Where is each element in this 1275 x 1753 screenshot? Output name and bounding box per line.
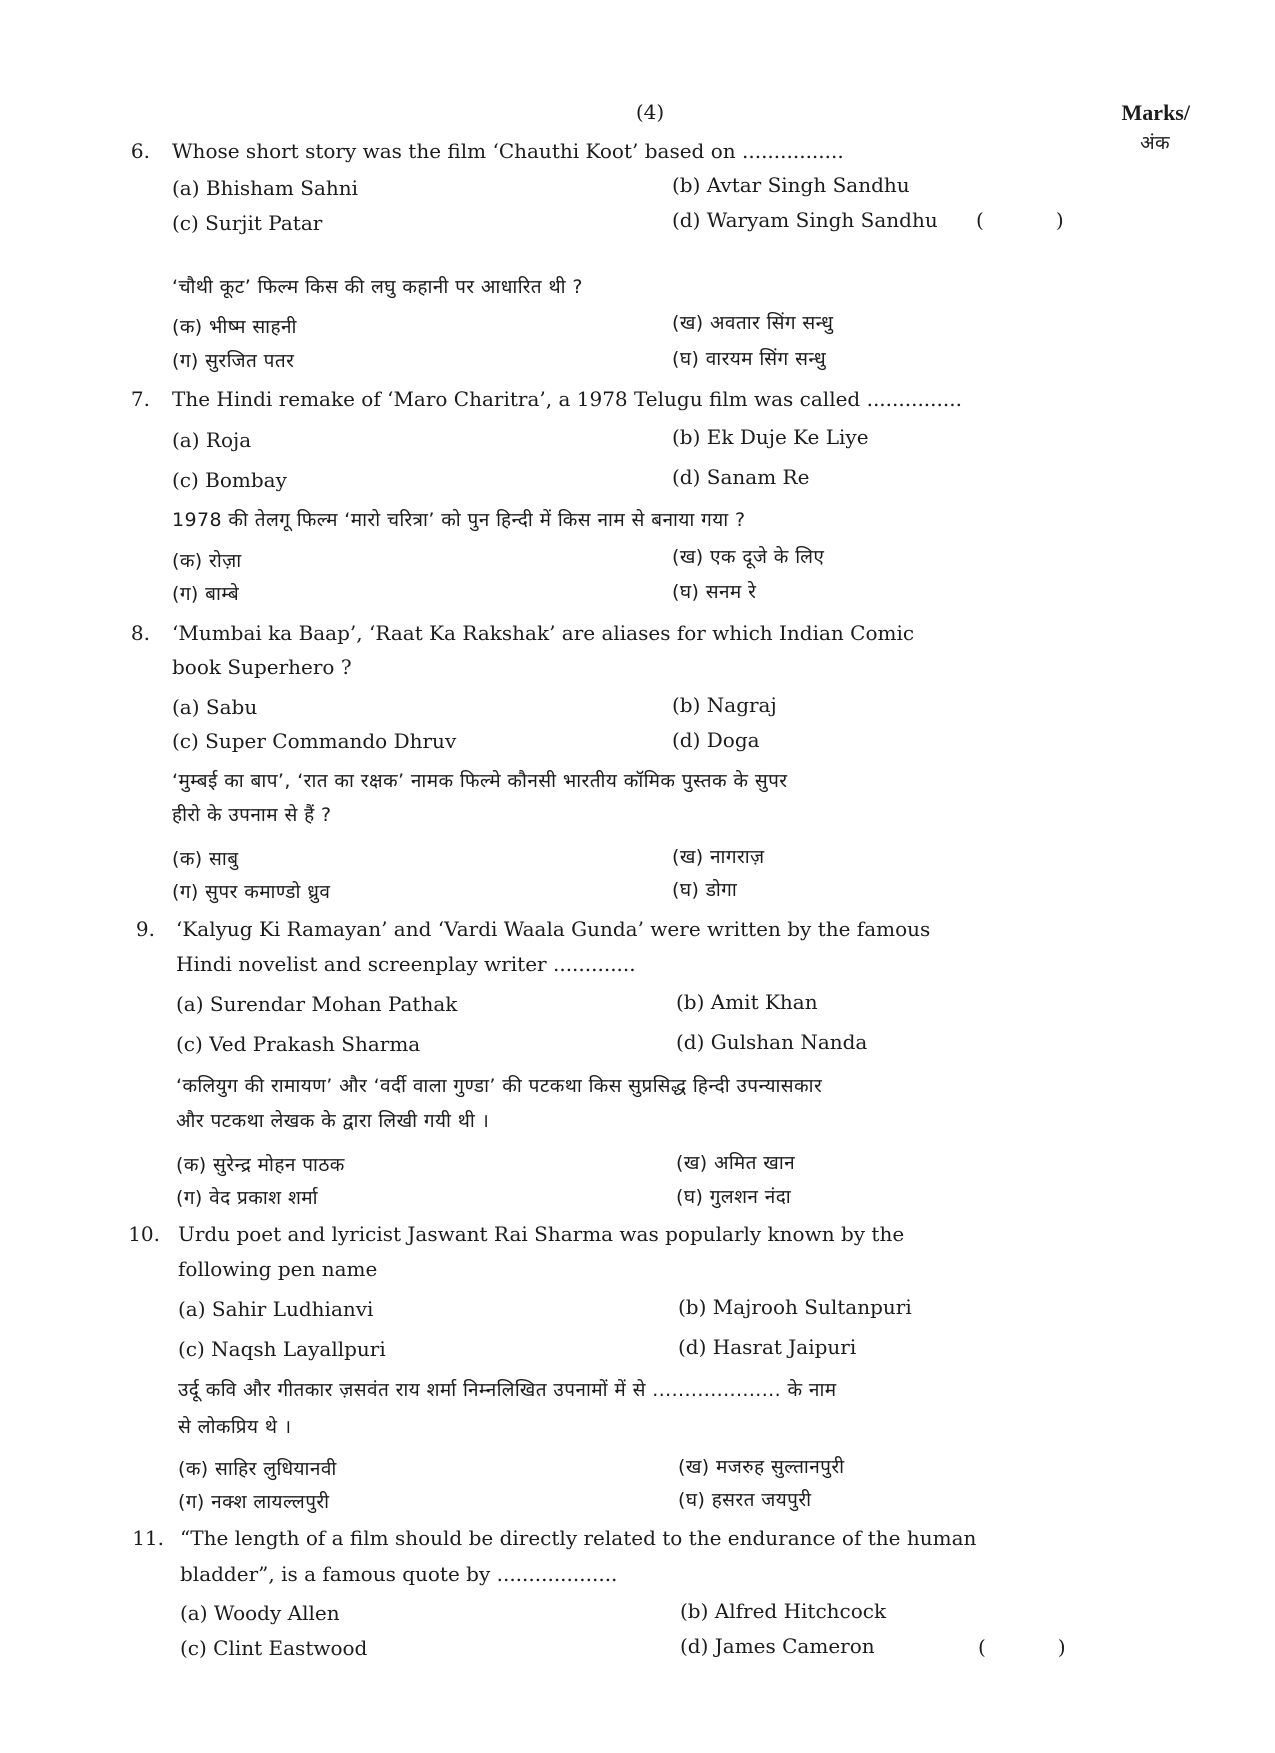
question-number: 6.	[130, 139, 150, 163]
question-text-hindi: ‘चौथी कूट’ फिल्म किस की लघु कहानी पर आधारित थी ?	[172, 276, 583, 298]
option-d: (d) James Cameron	[680, 1634, 875, 1658]
option-c: (c) Ved Prakash Sharma	[176, 1032, 421, 1056]
question-text: “The length of a film should be directly related to the endurance of the human	[180, 1526, 977, 1550]
question-number: 11.	[132, 1526, 164, 1550]
option-b: (b) Amit Khan	[676, 990, 818, 1014]
option-d: (d) Waryam Singh Sandhu	[672, 208, 938, 232]
option-b: (b) Majrooh Sultanpuri	[678, 1295, 912, 1319]
option-ka: (क) साहिर लुधियानवी	[178, 1458, 337, 1480]
option-d: (d) Hasrat Jaipuri	[678, 1335, 857, 1359]
answer-bracket-close: )	[1057, 1635, 1066, 1659]
option-a: (a) Roja	[172, 428, 252, 452]
question-text: ‘Kalyug Ki Ramayan’ and ‘Vardi Waala Gunda’ were written by the famous	[176, 917, 931, 941]
question-text-hindi: उर्दू कवि और गीतकार ज़सवंत राय शर्मा निम्नलिखित उपनामों में से .................... के नाम	[178, 1379, 837, 1401]
option-d: (d) Sanam Re	[672, 465, 810, 489]
question-text: ‘Mumbai ka Baap’, ‘Raat Ka Rakshak’ are aliases for which Indian Comic	[172, 621, 915, 645]
option-gha: (घ) डोगा	[672, 879, 738, 901]
option-c: (c) Clint Eastwood	[180, 1636, 368, 1660]
option-ga: (ग) सुपर कमाण्डो ध्रुव	[172, 881, 331, 903]
question-text: Whose short story was the film ‘Chauthi Koot’ based on ................	[172, 139, 844, 163]
option-d: (d) Gulshan Nanda	[676, 1030, 868, 1054]
question-number: 10.	[128, 1222, 160, 1246]
option-c: (c) Naqsh Layallpuri	[178, 1337, 386, 1361]
answer-bracket-open: (	[976, 208, 984, 232]
answer-bracket	[976, 203, 1064, 237]
question-text-line-2: book Superhero ?	[172, 655, 352, 679]
option-b: (b) Alfred Hitchcock	[680, 1599, 887, 1623]
option-gha: (घ) हसरत जयपुरी	[678, 1489, 812, 1511]
marks-label-hindi: अंक	[1140, 132, 1170, 154]
question-number: 9.	[135, 917, 155, 941]
question-text-hindi: ‘कलियुग की रामायण’ और ‘वर्दी वाला गुण्डा’ की पटकथा किस सुप्रसिद्ध हिन्दी उपन्यासकार	[176, 1075, 823, 1097]
page-number: (4)	[635, 100, 665, 124]
option-gha: (घ) सनम रे	[672, 581, 757, 603]
option-ka: (क) रोज़ा	[172, 550, 242, 572]
option-ka: (क) सुरेन्द्र मोहन पाठक	[176, 1154, 345, 1176]
option-gha: (घ) वारयम सिंग सन्धु	[672, 348, 827, 370]
option-kha: (ख) अमित खान	[676, 1152, 796, 1174]
question-text-line-2: bladder”, is a famous quote by ...................	[180, 1562, 618, 1586]
option-c: (c) Surjit Patar	[172, 211, 323, 235]
option-kha: (ख) नागराज़	[672, 846, 765, 868]
option-a: (a) Surendar Mohan Pathak	[176, 992, 458, 1016]
option-kha: (ख) मजरुह सुल्तानपुरी	[678, 1456, 845, 1478]
option-a: (a) Woody Allen	[180, 1601, 340, 1625]
question-text: The Hindi remake of ‘Maro Charitra’, a 1978 Telugu film was called ...............	[172, 387, 962, 411]
option-b: (b) Avtar Singh Sandhu	[672, 173, 910, 197]
option-c: (c) Super Commando Dhruv	[172, 729, 457, 753]
option-ga: (ग) नक्श लायल्लपुरी	[178, 1491, 330, 1513]
question-text-hindi-line-2: हीरो के उपनाम से हैं ?	[172, 804, 332, 826]
option-d: (d) Doga	[672, 728, 760, 752]
answer-bracket	[978, 1630, 1066, 1664]
question-number: 7.	[130, 387, 150, 411]
question-text-line-2: following pen name	[178, 1257, 378, 1281]
option-kha: (ख) अवतार सिंग सन्धु	[672, 312, 834, 334]
option-ka: (क) भीष्म साहनी	[172, 316, 297, 338]
marks-header	[1050, 98, 1190, 158]
question-text-hindi: 1978 की तेलगू फिल्म ‘मारो चरित्रा’ को पुन हिन्दी में किस नाम से बनाया गया ?	[172, 509, 746, 531]
question-text-line-2: Hindi novelist and screenplay writer .............	[176, 952, 636, 976]
option-a: (a) Bhisham Sahni	[172, 176, 359, 200]
answer-bracket-close: )	[1055, 208, 1064, 232]
question-number: 8.	[130, 621, 150, 645]
option-ga: (ग) सुरजित पतर	[172, 350, 295, 372]
option-ga: (ग) बाम्बे	[172, 583, 240, 605]
option-a: (a) Sabu	[172, 695, 258, 719]
option-a: (a) Sahir Ludhianvi	[178, 1297, 374, 1321]
question-text-hindi-line-2: और पटकथा लेखक के द्वारा लिखी गयी थी ।	[176, 1110, 490, 1132]
option-b: (b) Nagraj	[672, 693, 777, 717]
option-c: (c) Bombay	[172, 468, 287, 492]
option-ga: (ग) वेद प्रकाश शर्मा	[176, 1187, 318, 1209]
option-kha: (ख) एक दूजे के लिए	[672, 546, 825, 568]
question-text-hindi-line-2: से लोकप्रिय थे ।	[178, 1416, 292, 1438]
marks-label: Marks/	[1121, 100, 1190, 125]
question-text: Urdu poet and lyricist Jaswant Rai Sharma was popularly known by the	[178, 1222, 905, 1246]
question-text-hindi: ‘मुम्बई का बाप’, ‘रात का रक्षक’ नामक फिल्मे कौनसी भारतीय कॉमिक पुस्तक के सुपर	[172, 770, 788, 792]
answer-bracket-open: (	[978, 1635, 986, 1659]
option-b: (b) Ek Duje Ke Liye	[672, 425, 869, 449]
option-ka: (क) साबु	[172, 848, 239, 870]
option-gha: (घ) गुलशन नंदा	[676, 1186, 792, 1208]
